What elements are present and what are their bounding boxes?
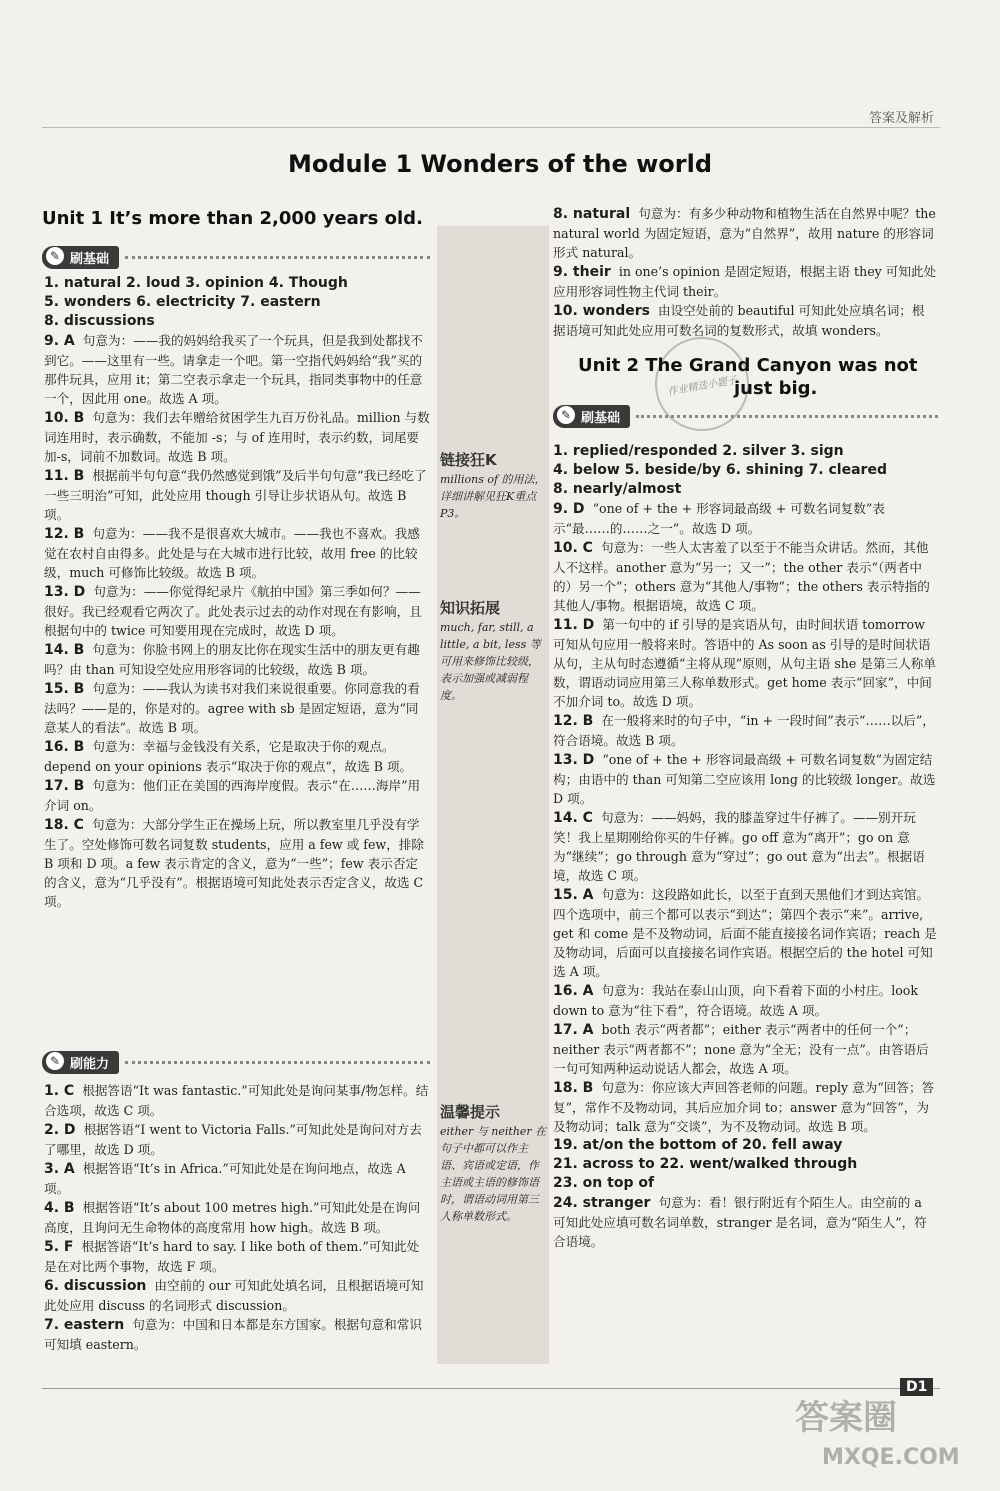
unit2-basic-tag (553, 405, 938, 427)
answer-item (44, 679, 430, 737)
answer-explanation: 句意为：中国和日本都是东方国家。根据句意和常识可知填 eastern。 (44, 1317, 422, 1352)
answer-key: 16. B (44, 739, 85, 755)
unit2-title-line2: just big. (734, 378, 818, 399)
header-label: 答案及解析 (868, 111, 934, 126)
answer-key: 6. discussion (44, 1278, 147, 1294)
answer-explanation: 句意为：看！银行附近有个陌生人。由空前的 a 可知此处应填可数名词单数，stranger 是名词，意为“陌生人”，符合语境。 (553, 1195, 927, 1249)
answer-item (553, 1020, 937, 1078)
answer-explanation: in one’s opinion 是固定短语，根据主语 they 可知此处应用形容词性物主代词 their。 (553, 264, 937, 299)
answer-explanation: “one of + the + 形容词最高级 + 可数名词复数”为固定结构；由语中的 than 可知第二空应该用 long 的比较级 longer。故选 D 项。 (553, 752, 936, 806)
module-title: Module 1 Wonders of the world (287, 150, 713, 178)
answer-item (553, 301, 937, 340)
answer-explanation: 句意为：我站在泰山山顶，向下看着下面的小村庄。look down to 意为“往下看”，符合语境。故选 A 项。 (553, 983, 919, 1018)
answer-item (44, 1276, 430, 1315)
answer-item (553, 1078, 937, 1136)
answer-key: 18. B (553, 1080, 594, 1096)
answer-item (553, 262, 937, 301)
answer-key: 14. B (44, 642, 85, 658)
answer-key: 2. D (44, 1122, 76, 1138)
answer-key: 18. C (44, 817, 84, 833)
answer-key: 17. A (553, 1022, 594, 1038)
answer-explanation: 根据答语“It’s about 100 metres high.”可知此处是在询问高度，且询问无生命物体的高度常用 how high。故选 B 项。 (44, 1200, 421, 1235)
header-divider (42, 127, 940, 128)
answer-item (44, 776, 430, 815)
answer-key: 11. B (44, 468, 85, 484)
answer-explanation: 句意为：——我的妈妈给我买了一个玩具，但是我到处都找不到它。——这里有一些。请拿走一个吧。第一空指代妈妈给“我”买的那件玩具，应用 it；第二空表示拿走一个玩具，指同类事物中的任意一个，因此用 one。故选 A 项。 (44, 333, 423, 406)
answer-explanation: 根据前半句句意“我仍然感觉到饿”及后半句句意“我已经吃了一些三明治”可知，此处应用 though 引导让步状语从句。故选 B 项。 (44, 468, 427, 522)
answer-key: 12. B (553, 713, 594, 729)
answer-explanation: “one of + the + 形容词最高级 + 可数名词复数”表示“最……的……之一”。故选 D 项。 (553, 501, 885, 536)
final-row: 23. on top of (553, 1175, 655, 1191)
answer-key: 24. stranger (553, 1195, 651, 1211)
answer-explanation: 句意为：——我认为读书对我们来说很重要。你同意我的看法吗？——是的，你是对的。agree with sb 是固定短语，意为“同意某人的看法”。故选 B 项。 (44, 681, 420, 735)
basic-row: 8. discussions (44, 313, 155, 329)
answer-item (44, 640, 430, 679)
unit1-ability-column (44, 1081, 430, 1354)
answer-key: 16. A (553, 983, 594, 999)
answer-item (44, 1237, 430, 1276)
answer-explanation: 由空前的 our 可知此处填名词，且根据语境可知此处应用 discuss 的名词形式 discussion。 (44, 1278, 424, 1313)
answer-item (44, 815, 430, 911)
basic-row: 5. wonders 6. electricity 7. eastern (44, 294, 321, 310)
unit1-left-column (44, 274, 430, 911)
note-knowledge-heading: 知识拓展 (440, 599, 501, 617)
unit1-right-continuation (553, 204, 937, 340)
answer-explanation: 句意为：你应该大声回答老师的问题。reply 意为“回答；答复”，常作不及物动词，其后应加介词 to；answer 意为“回答”，为及物动词；talk 意为“交谈”，为不及物动词。故选 B 项。 (553, 1080, 935, 1134)
answer-key: 11. D (553, 617, 595, 633)
answer-key: 9. D (553, 501, 585, 517)
answer-explanation: 句意为：我们去年赠给贫困学生九百万份礼品。million 与数词连用时，表示确数，不能加 -s；与 of 连用时，表示约数，词尾要加-s，词前不加数词。故选 B 项。 (44, 410, 430, 464)
final-row: 21. across to 22. went/walked through (553, 1156, 858, 1172)
answer-item (553, 1193, 937, 1251)
basic-row: 4. below 5. beside/by 6. shining 7. cleared (553, 462, 887, 478)
answer-explanation: 句意为：幸福与金钱没有关系，它是取决于你的观点。depend on your opinions 表示“取决于你的观点”，故选 B 项。 (44, 739, 413, 774)
answer-key: 7. eastern (44, 1317, 125, 1333)
answer-explanation: 句意为：有多少种动物和植物生活在自然界中呢？the natural world 为固定短语，意为“自然界”，故用 nature 的形容词形式 natural。 (553, 206, 936, 260)
pencil-icon: ✎ (46, 247, 64, 265)
unit1-basic-tag-label: 刷基础 (70, 251, 110, 267)
footer-divider (42, 1388, 940, 1389)
answer-item (44, 1315, 430, 1354)
watermark-logo: 答案圈 (795, 1398, 897, 1438)
watermark-url: MXQE.COM (822, 1445, 960, 1470)
answer-item (553, 808, 937, 885)
note-knowledge-body: much, far, still, a little, a bit, less 等可用来修饰比较级，表示加强或减弱程度。 (440, 621, 541, 702)
answer-key: 9. A (44, 333, 75, 349)
pencil-icon: ✎ (557, 406, 575, 424)
answer-explanation: 在一般将来时的句子中，“in + 一段时间”表示“……以后”，符合语境。故选 B 项。 (553, 713, 935, 748)
answer-item (44, 582, 430, 640)
answer-explanation: 句意为：——你觉得纪录片《航拍中国》第三季如何？——很好。我已经观看它两次了。此处表示过去的动作对现在有影响，且根据句中的 twice 可知要用现在完成时，故选 D 项。 (44, 584, 422, 638)
answer-item (44, 466, 430, 524)
unit1-ability-tag-label: 刷能力 (70, 1056, 110, 1072)
answer-item (553, 981, 937, 1020)
answer-explanation: 句意为：他们正在美国的西海岸度假。表示“在……海岸”用介词 on。 (44, 778, 421, 813)
answer-key: 13. D (44, 584, 86, 600)
answer-key: 1. C (44, 1083, 75, 1099)
final-row: 19. at/on the bottom of 20. fell away (553, 1137, 843, 1153)
answer-explanation: 句意为：一些人太害羞了以至于不能当众讲话。然而，其他人不这样。another 意为“另一；又一”；the other 表示“（两者中的）另一个”；others 意为“其他人/事物”；the others 表示特指的其他人/事物。根据语境，故选 C 项。 (553, 540, 930, 613)
answer-key: 14. C (553, 810, 593, 826)
answer-key: 5. F (44, 1239, 74, 1255)
answer-explanation: 根据答语“It’s hard to say. I like both of them.”可知此处是在对比两个事物，故选 F 项。 (44, 1239, 420, 1274)
answer-explanation: 根据答语“I went to Victoria Falls.”可知此处是询问对方去了哪里，故选 D 项。 (44, 1122, 422, 1157)
unit1-title: Unit 1 It’s more than 2,000 years old. (42, 208, 423, 229)
answer-item (44, 331, 430, 408)
basic-row: 8. nearly/almost (553, 481, 682, 497)
answer-item (44, 524, 430, 582)
basic-row: 1. replied/responded 2. silver 3. sign (553, 443, 844, 459)
answer-item (44, 1120, 430, 1159)
unit1-basic-tag (42, 246, 430, 268)
answer-item (553, 615, 937, 711)
answer-explanation: 句意为：大部分学生正在操场上玩，所以教室里几乎没有学生了。空处修饰可数名词复数 students，应用 a few 或 few，排除 B 项和 D 项。a few 表示肯定的含义，意为“一些”；few 表示否定的含义，意为“几乎没有”。根据语境可知此处表示否定含义，故选 C 项。 (44, 817, 424, 909)
answer-explanation: 第一句中的 if 引导的是宾语从句，由时间状语 tomorrow 可知从句应用一般将来时。答语中的 As soon as 引导的是时间状语从句，主从句时态遵循“主将从现”原则，从句主语 she 是第三人称单数，谓语动词应用第三人称单数形式。get home 表示“回家”，中间不加介词 to。故选 D 项。 (553, 617, 936, 709)
answer-explanation: 根据答语“It’s in Africa.”可知此处是在询问地点，故选 A 项。 (44, 1161, 406, 1196)
unit2-title-line1: Unit 2 The Grand Canyon was not (578, 355, 918, 376)
note-link-heading: 链接狂K (440, 451, 497, 469)
page-number: D1 (900, 1378, 933, 1396)
stamp-text: 作业精选小题子 (666, 374, 738, 398)
answer-key: 12. B (44, 526, 85, 542)
answer-key: 10. wonders (553, 303, 650, 319)
answer-item (44, 1198, 430, 1237)
answer-explanation: 句意为：——我不是很喜欢大城市。——我也不喜欢。我感觉在农村自由得多。此处是与在大城市进行比较，故用 free 的比较级，much 可修饰比较级。故选 B 项。 (44, 526, 420, 580)
note-tip-heading: 温馨提示 (440, 1103, 501, 1121)
answer-key: 3. A (44, 1161, 75, 1177)
answer-item (553, 750, 937, 808)
answer-item (44, 408, 430, 466)
answer-item (553, 204, 937, 262)
sidebar-note-link (440, 452, 548, 522)
answer-item (44, 737, 430, 776)
unit2-basic-tag-label: 刷基础 (581, 410, 621, 426)
answer-key: 8. natural (553, 206, 631, 222)
unit1-ability-tag (42, 1051, 430, 1073)
answer-item (553, 711, 937, 750)
answer-item (553, 538, 937, 615)
basic-row: 1. natural 2. loud 3. opinion 4. Though (44, 275, 348, 291)
answer-explanation: 句意为：——妈妈，我的膝盖穿过牛仔裤了。——别开玩笑！我上星期刚给你买的牛仔裤。go off 意为“离开”；go on 意为“继续”；go through 意为“穿过”；go out 意为“出去”。根据语境，故选 C 项。 (553, 810, 925, 883)
answer-key: 13. D (553, 752, 595, 768)
answer-key: 9. their (553, 264, 611, 280)
answer-key: 15. B (44, 681, 85, 697)
answer-key: 15. A (553, 887, 594, 903)
note-link-body: millions of 的用法，详细讲解见狂K重点P3。 (440, 473, 546, 520)
answer-explanation: 根据答语“It was fantastic.”可知此处是询问某事/物怎样。结合选项，故选 C 项。 (44, 1083, 429, 1118)
answer-key: 17. B (44, 778, 85, 794)
answer-item (44, 1159, 430, 1198)
answer-explanation: both 表示“两者都”；either 表示“两者中的任何一个”；neither 表示“两者都不”；none 意为“全无；没有一点”。由答语后一句可知两种运动说话人都会，故选 A 项。 (553, 1022, 929, 1076)
sidebar-note-knowledge (440, 600, 548, 704)
answer-key: 10. C (553, 540, 593, 556)
answer-item (553, 499, 937, 538)
unit2-column (553, 442, 937, 1251)
answer-explanation: 句意为：这段路如此长，以至于直到天黑他们才到达宾馆。四个选项中，前三个都可以表示“到达”；第四个表示“来”。arrive, get 和 come 是不及物动词，后面不能直接接名词作宾语；reach 是及物动词，后面可以直接接名词作宾语。根据空后的 the hotel 可知选 A 项。 (553, 887, 937, 979)
answer-key: 4. B (44, 1200, 75, 1216)
answer-explanation: 句意为：你脸书网上的朋友比你在现实生活中的朋友更有趣吗？由 than 可知设空处应用形容词的比较级，故选 B 项。 (44, 642, 420, 677)
answer-item (44, 1081, 430, 1120)
answer-item (553, 885, 937, 981)
answer-key: 10. B (44, 410, 85, 426)
sidebar-note-tip (440, 1104, 548, 1225)
note-tip-body: either 与 neither 在句子中都可以作主语、宾语或定语，作主语或主语的修饰语时，谓语动词用第三人称单数形式。 (440, 1125, 547, 1223)
pencil-icon: ✎ (46, 1052, 64, 1070)
answer-explanation: 由设空处前的 beautiful 可知此处应填名词；根据语境可知此处应用可数名词的复数形式，故填 wonders。 (553, 303, 925, 338)
